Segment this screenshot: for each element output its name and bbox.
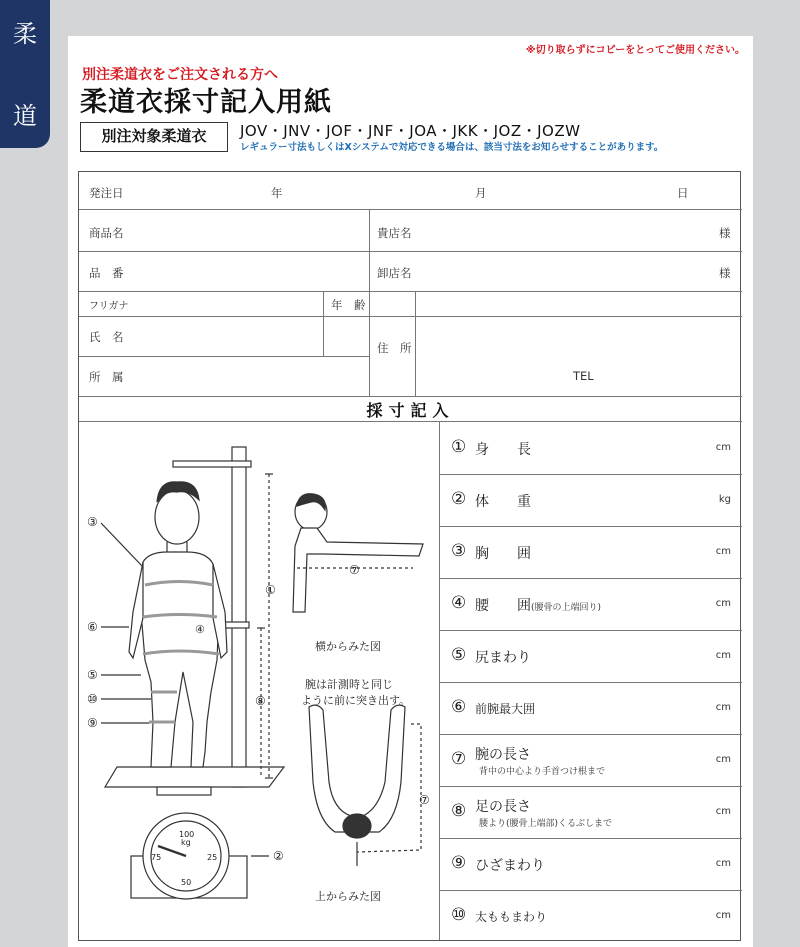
form-sheet — [68, 36, 753, 947]
order-day-label: 日 — [677, 186, 689, 200]
measure-number: ⑩ — [451, 905, 467, 925]
scale-platform — [105, 767, 284, 787]
measure-number: ③ — [451, 541, 467, 561]
measure-row-waist — [441, 579, 741, 630]
order-month-label: 月 — [475, 186, 487, 200]
measure-label: 腕の長さ — [475, 747, 531, 763]
measure-number: ⑤ — [451, 645, 467, 665]
top-view-caption: 上からみた図 — [315, 890, 381, 903]
scale-neck — [157, 787, 211, 795]
page-title: 柔道衣採寸記入用紙 — [80, 87, 332, 118]
measure-row-knee — [441, 839, 741, 890]
measure-label: 足の長さ — [475, 799, 531, 815]
measure-number: ① — [451, 437, 467, 457]
marker-4: ④ — [195, 623, 205, 636]
measure-label: 身 長 — [475, 442, 531, 458]
measure-row-arm-length — [441, 735, 741, 786]
top-view-arms — [309, 705, 405, 832]
product-number-label: 品 番 — [89, 266, 124, 280]
measure-label: 体 重 — [475, 494, 531, 510]
measure-unit: cm — [715, 754, 731, 765]
measure-label: 胸 囲 — [475, 546, 531, 562]
tel-label: TEL — [573, 369, 594, 383]
wholesaler-honorific: 様 — [719, 266, 731, 280]
marker-5: ⑤ — [87, 668, 98, 682]
measure-label: ひざまわり — [475, 858, 545, 874]
marker-6: ⑥ — [87, 620, 98, 634]
order-form — [78, 171, 741, 941]
measure-unit: cm — [715, 546, 731, 557]
measurement-title: 採寸記入 — [366, 401, 455, 420]
arm-note-line-2: ように前に突き出す。 — [301, 694, 411, 707]
age-label: 年 齢 — [331, 298, 366, 312]
wholesaler-label: 卸店名 — [377, 266, 412, 280]
store-name-label: 貴店名 — [377, 226, 412, 240]
measure-number: ⑧ — [451, 801, 467, 821]
name-label: 氏 名 — [89, 330, 124, 344]
copy-note: ※切り取らずにコピーをとってご使用ください。 — [525, 45, 745, 56]
measurement-illustration — [79, 422, 439, 940]
scale-label-75: 75 — [151, 853, 162, 862]
measure-unit: cm — [715, 910, 731, 921]
furigana-label: フリガナ — [89, 301, 129, 312]
height-bar — [173, 461, 251, 467]
marker-1: ① — [265, 583, 276, 597]
scale-label-100: 100 — [179, 830, 195, 839]
right-arm — [129, 562, 143, 658]
measure-number: ⑦ — [451, 749, 467, 769]
model-note: レギュラー寸法もしくはXシステムで対応できる場合は、該当寸法をお知らせすることがあります。 — [240, 142, 664, 153]
measure-number: ⑨ — [451, 853, 467, 873]
order-year-label: 年 — [271, 186, 283, 200]
head — [155, 490, 199, 544]
measure-row-leg-length — [441, 787, 741, 838]
measure-label — [475, 595, 601, 615]
marker-10: ⑩ — [87, 692, 98, 706]
measure-unit: cm — [715, 858, 731, 869]
side-tab-char-1: 柔 — [13, 20, 37, 48]
affiliation-label: 所 属 — [89, 370, 124, 384]
side-tab — [0, 0, 50, 148]
marker-8: ⑧ — [255, 694, 266, 708]
address-label: 住 所 — [377, 341, 412, 355]
measure-unit: kg — [718, 494, 731, 505]
order-date-label: 発注日 — [89, 186, 124, 200]
side-tab-char-2: 道 — [13, 102, 37, 130]
subtitle: 別注柔道衣をご注文される方へ — [82, 67, 278, 83]
measure-number: ② — [451, 489, 467, 509]
measure-note: 背中の中心より手首つけ根まで — [479, 767, 606, 777]
measure-row-thigh — [441, 891, 741, 942]
measure-row-hip — [441, 631, 741, 682]
measure-label-text: 腰 囲 — [475, 598, 531, 614]
measure-unit: cm — [715, 598, 731, 609]
measure-label: 太ももまわり — [475, 910, 548, 924]
store-honorific: 様 — [719, 226, 731, 240]
marker-7-top: ⑦ — [419, 793, 430, 807]
height-pole — [232, 447, 246, 787]
measure-unit: cm — [715, 806, 731, 817]
measure-unit: cm — [715, 702, 731, 713]
top-view-head — [343, 814, 371, 838]
marker-3: ③ — [87, 515, 98, 529]
target-label-box: 別注対象柔道衣 — [80, 122, 228, 152]
side-view-caption: 横からみた図 — [315, 640, 381, 653]
measure-row-height — [441, 423, 741, 474]
measure-row-chest — [441, 527, 741, 578]
arm-note-line-1: 腕は計測時と同じ — [305, 678, 393, 691]
measure-row-forearm — [441, 683, 741, 734]
marker-7-side: ⑦ — [349, 563, 360, 577]
measure-label-note: (腰骨の上端回り) — [531, 603, 602, 613]
marker-2: ② — [273, 849, 284, 863]
measure-note: 腰より(腰骨上端部)くるぶしまで — [479, 819, 613, 829]
scale-label-25: 25 — [207, 853, 218, 862]
product-name-label: 商品名 — [89, 226, 124, 240]
marker-9: ⑨ — [87, 716, 98, 730]
scale-label-kg: kg — [181, 838, 191, 847]
measure-number: ④ — [451, 593, 467, 613]
measure-row-weight — [441, 475, 741, 526]
measure-number: ⑥ — [451, 697, 467, 717]
measure-label: 前腕最大囲 — [475, 702, 536, 716]
scale-label-50: 50 — [181, 878, 192, 887]
measure-label: 尻まわり — [475, 650, 531, 666]
model-list: JOV・JNV・JOF・JNF・JOA・JKK・JOZ・JOZW — [240, 122, 581, 140]
measure-unit: cm — [715, 650, 731, 661]
measure-unit: cm — [715, 442, 731, 453]
